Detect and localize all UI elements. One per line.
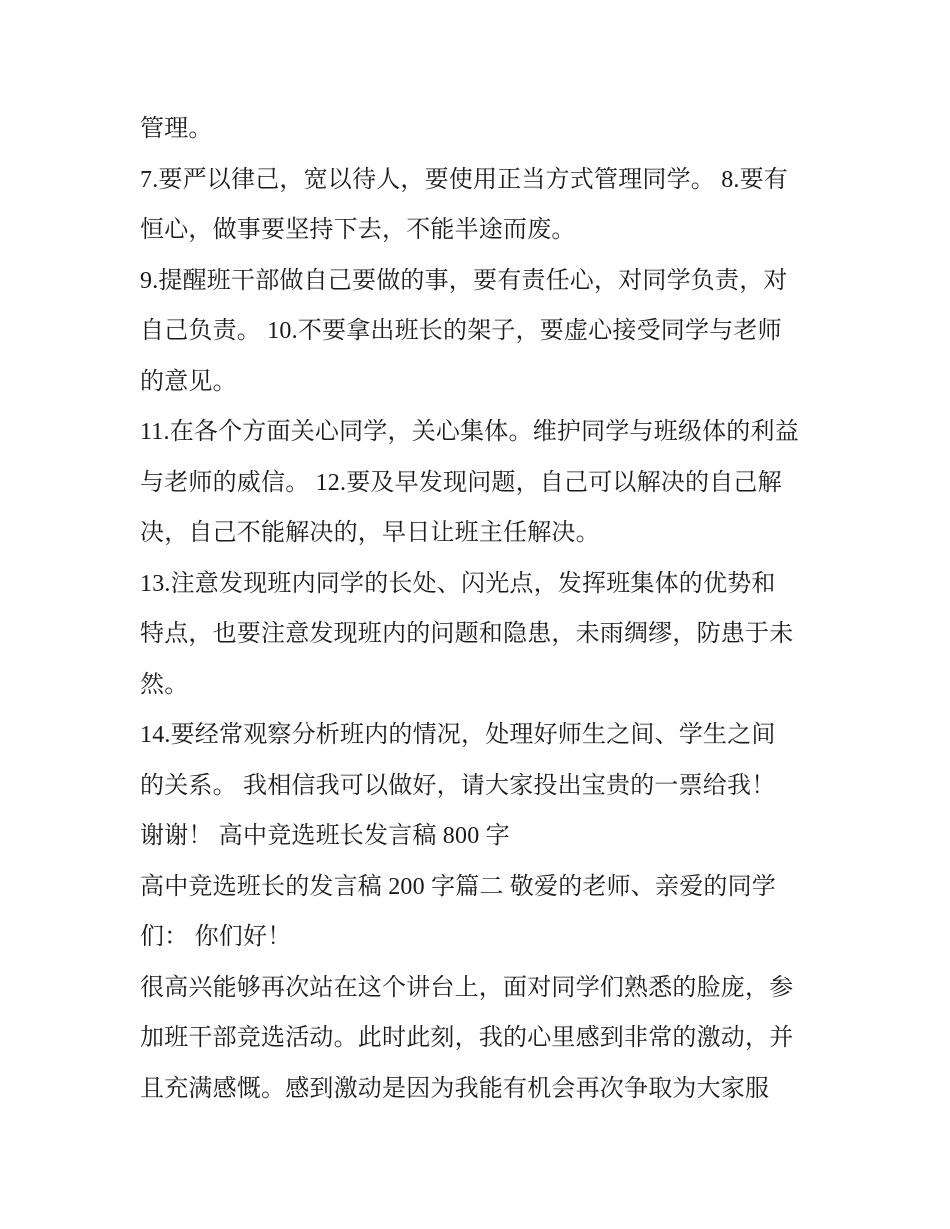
text-line: 谢谢！ 高中竞选班长发言稿 800 字 — [140, 823, 510, 849]
text-line: 高中竞选班长的发言稿 200 字篇二 敬爱的老师、亲爱的同学 — [140, 873, 776, 900]
text-line: 加班干部竞选活动。此时此刻，我的心里感到非常的激动，并 — [140, 1025, 794, 1051]
text-line: 9.提醒班干部做自己要做的事，要有责任心，对同学负责，对 — [140, 267, 788, 294]
text-line: 14.要经常观察分析班内的情况，处理好师生之间、学生之间 — [140, 722, 776, 748]
document-text-body — [140, 104, 830, 1114]
text-line: 13.注意发现班内同学的长处、闪光点，发挥班集体的优势和 — [140, 570, 776, 597]
text-line: 管理。 — [140, 116, 213, 142]
text-line: 与老师的威信。 12.要及早发现问题，自己可以解决的自己解 — [140, 469, 782, 496]
text-line: 7.要严以律己，宽以待人，要使用正当方式管理同学。 8.要有 — [140, 166, 788, 193]
text-line: 11.在各个方面关心同学，关心集体。维护同学与班级体的利益 — [140, 419, 799, 445]
text-line: 自己负责。 10.不要拿出班长的架子，要虚心接受同学与老师 — [140, 318, 782, 344]
text-line: 很高兴能够再次站在这个讲台上，面对同学们熟悉的脸庞，参 — [140, 974, 794, 1001]
text-line: 然。 — [140, 671, 189, 698]
text-line: 的关系。 我相信我可以做好，请大家投出宝贵的一票给我！ — [140, 772, 776, 799]
text-line: 们： 你们好！ — [140, 924, 292, 950]
text-line: 决，自己不能解决的，早日让班主任解决。 — [140, 520, 600, 546]
text-line: 且充满感慨。感到激动是因为我能有机会再次争取为大家服 — [140, 1075, 770, 1102]
text-line: 的意见。 — [140, 368, 237, 395]
text-line: 特点，也要注意发现班内的问题和隐患，未雨绸缪，防患于未 — [140, 621, 794, 647]
text-line: 恒心，做事要坚持下去，不能半途而废。 — [140, 217, 576, 243]
